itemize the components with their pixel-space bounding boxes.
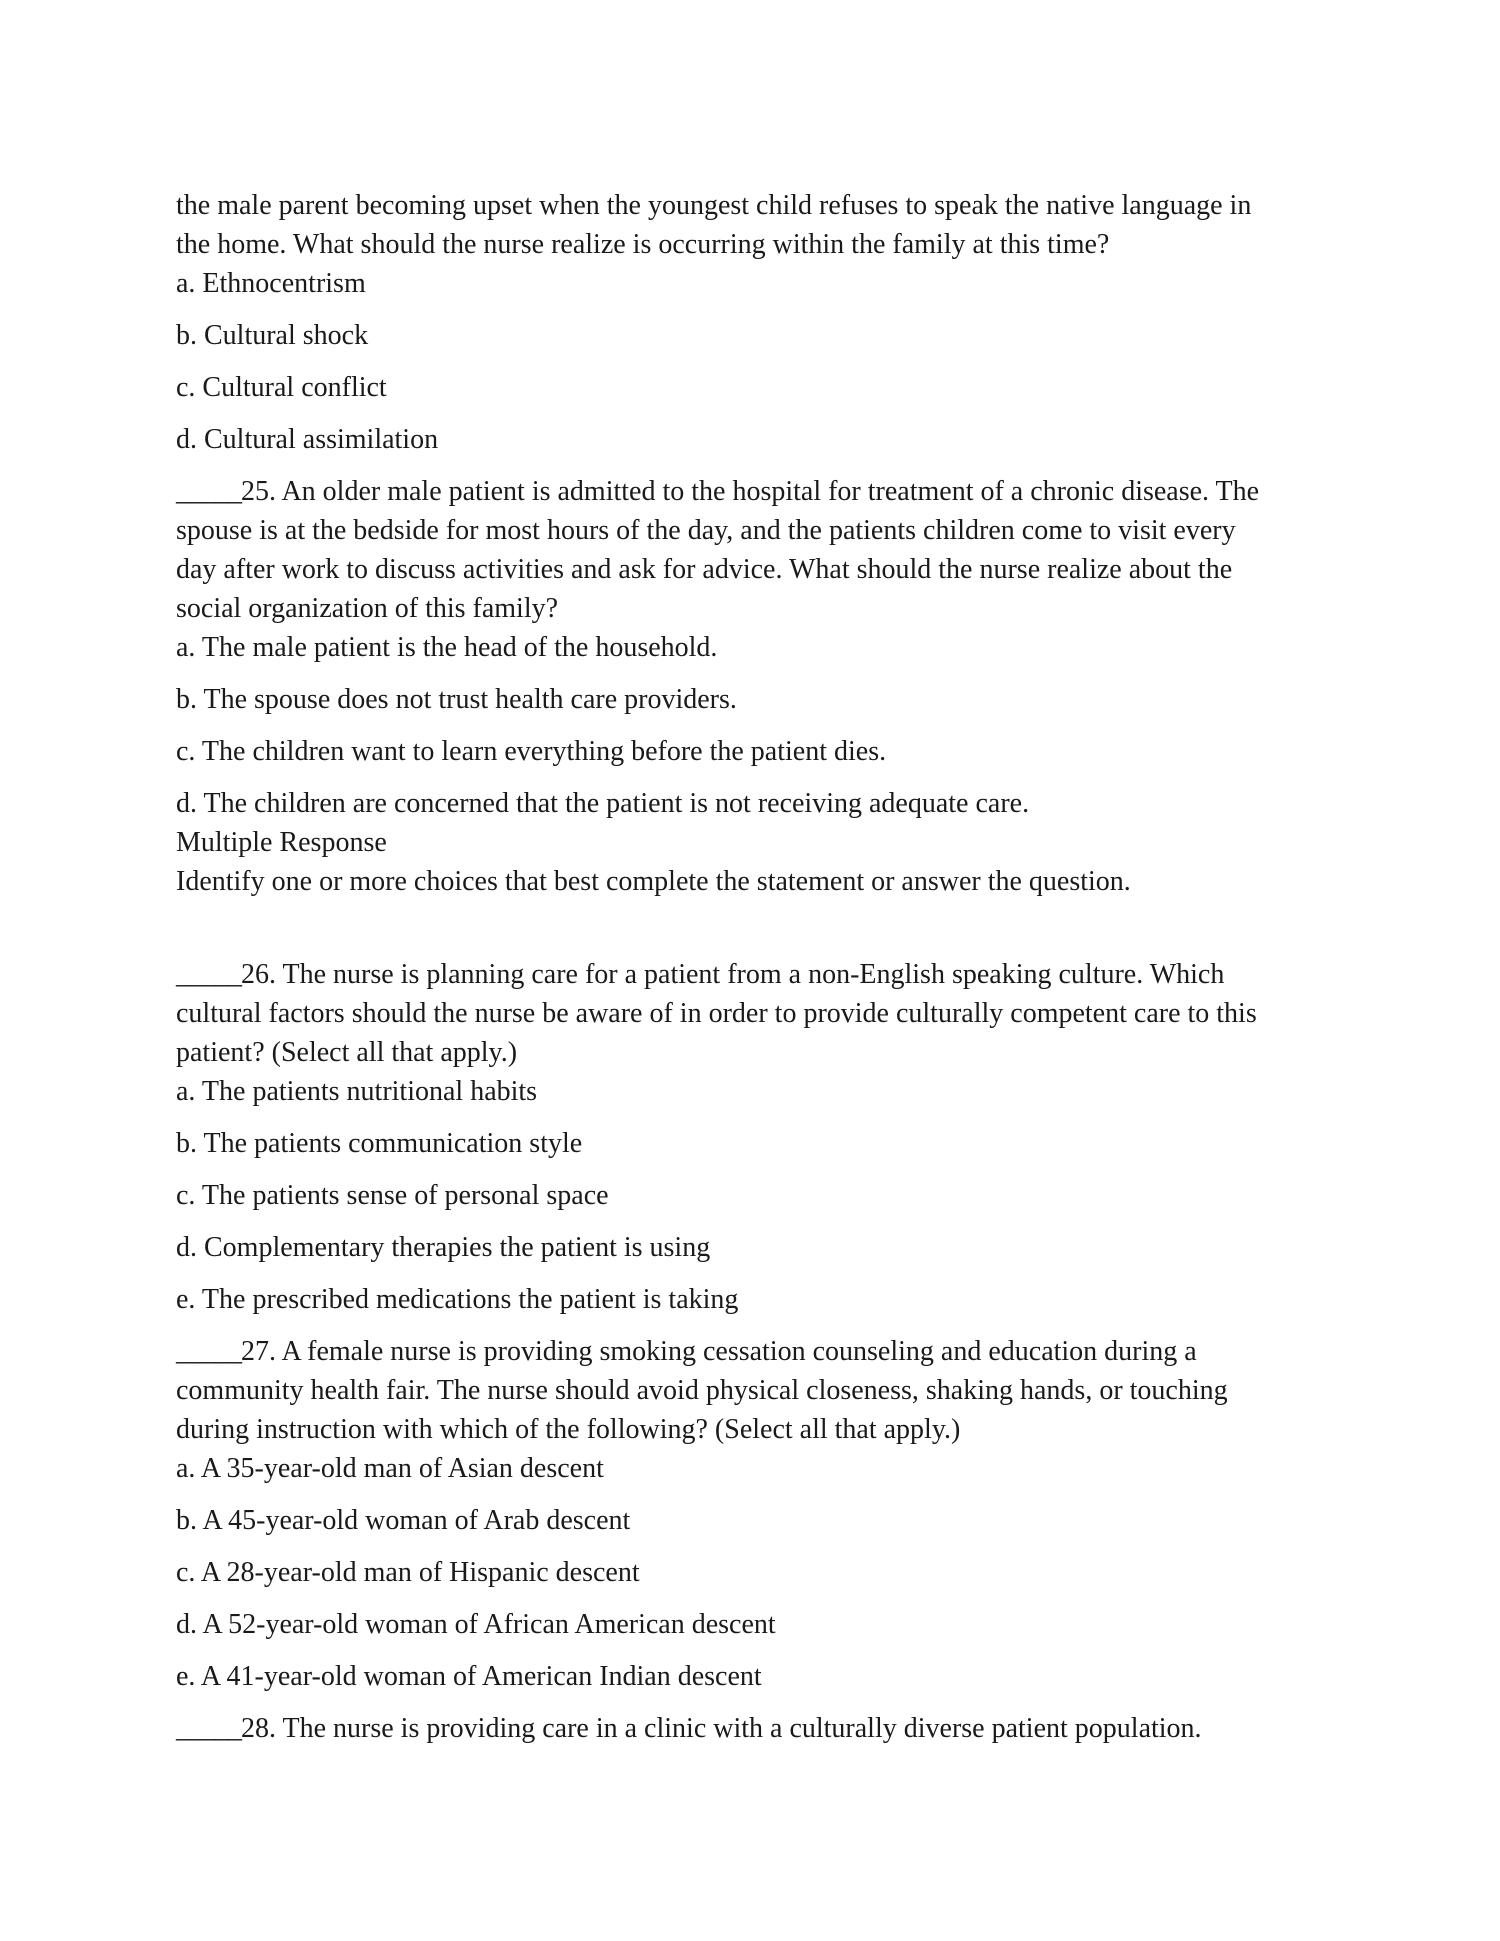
question-26-option-e: e. The prescribed medications the patient is taking <box>176 1284 739 1315</box>
section-title: Multiple Response <box>176 827 387 858</box>
answer-blank: _____ <box>176 476 241 507</box>
question-24-option-d: d. Cultural assimilation <box>176 424 439 455</box>
question-27-line-3: during instruction with which of the following? (Select all that apply.) <box>176 1414 961 1445</box>
question-25-line-4: social organization of this family? <box>176 593 559 624</box>
question-24-line-2: the home. What should the nurse realize is occurring within the family at this time? <box>176 229 1110 260</box>
question-26-stem: 26. The nurse is planning care for a patient from a non-English speaking culture. Which <box>241 959 1225 990</box>
question-25-line-1 <box>176 472 1336 511</box>
question-25 <box>176 472 1336 823</box>
question-27-line-2: community health fair. The nurse should avoid physical closeness, shaking hands, or touching <box>176 1375 1228 1406</box>
question-26 <box>176 955 1336 1319</box>
question-28 <box>176 1709 1336 1748</box>
question-25-line-3: day after work to discuss activities and ask for advice. What should the nurse realize about the <box>176 554 1233 585</box>
question-26-line-2: cultural factors should the nurse be aware of in order to provide culturally competent care to this <box>176 998 1257 1029</box>
question-26-option-a: a. The patients nutritional habits <box>176 1076 538 1107</box>
question-24-line-1: the male parent becoming upset when the youngest child refuses to speak the native language in <box>176 190 1252 221</box>
question-25-option-c: c. The children want to learn everything before the patient dies. <box>176 736 887 767</box>
answer-blank: _____ <box>176 1336 241 1367</box>
multiple-response-section <box>176 823 1336 901</box>
answer-blank: _____ <box>176 959 241 990</box>
question-27 <box>176 1332 1336 1696</box>
question-26-option-b: b. The patients communication style <box>176 1128 583 1159</box>
question-26-line-3: patient? (Select all that apply.) <box>176 1037 518 1068</box>
question-27-option-b: b. A 45-year-old woman of Arab descent <box>176 1505 631 1536</box>
question-24-option-c: c. Cultural conflict <box>176 372 387 403</box>
question-24-option-b: b. Cultural shock <box>176 320 369 351</box>
question-26-option-c: c. The patients sense of personal space <box>176 1180 609 1211</box>
section-spacer <box>176 901 1336 955</box>
question-27-option-e: e. A 41-year-old woman of American Indian descent <box>176 1661 762 1692</box>
section-instructions: Identify one or more choices that best complete the statement or answer the question. <box>176 866 1131 897</box>
question-24-option-a: a. Ethnocentrism <box>176 268 366 299</box>
question-24 <box>176 186 1336 459</box>
question-27-stem: 27. A female nurse is providing smoking cessation counseling and education during a <box>241 1336 1197 1367</box>
question-27-line-1 <box>176 1332 1336 1371</box>
question-26-line-1 <box>176 955 1336 994</box>
question-25-line-2: spouse is at the bedside for most hours of the day, and the patients children come to visit every <box>176 515 1236 546</box>
question-27-option-c: c. A 28-year-old man of Hispanic descent <box>176 1557 640 1588</box>
answer-blank: _____ <box>176 1713 241 1744</box>
question-28-stem: 28. The nurse is providing care in a clinic with a culturally diverse patient population. <box>241 1713 1202 1744</box>
question-26-option-d: d. Complementary therapies the patient is using <box>176 1232 711 1263</box>
question-28-line-1 <box>176 1709 1336 1748</box>
question-25-option-b: b. The spouse does not trust health care providers. <box>176 684 737 715</box>
document-content <box>176 186 1336 1748</box>
question-25-stem: 25. An older male patient is admitted to the hospital for treatment of a chronic disease. The <box>241 476 1260 507</box>
question-27-option-d: d. A 52-year-old woman of African American descent <box>176 1609 776 1640</box>
question-27-option-a: a. A 35-year-old man of Asian descent <box>176 1453 604 1484</box>
question-25-option-d: d. The children are concerned that the patient is not receiving adequate care. <box>176 788 1030 819</box>
question-25-option-a: a. The male patient is the head of the household. <box>176 632 718 663</box>
